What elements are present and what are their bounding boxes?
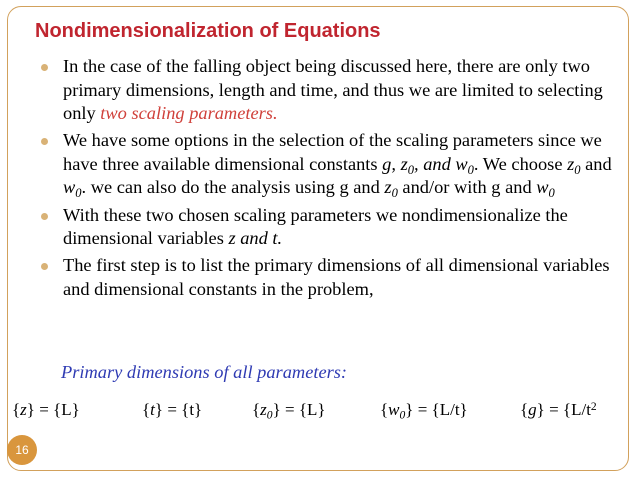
equation-row — [12, 396, 636, 426]
highlight-text: two scaling parameters. — [100, 103, 278, 124]
bullet-item: We have some options in the selection of the scaling parameters since we have three available dimensional constants g, $z_0$, and $w_0$. We choose $z_0$ and $w_0$. we can also do the analysis using g and $z_0$ and/or with g and $w_0$ — [36, 129, 626, 200]
bullet-item: The first step is to list the primary dimensions of all dimensional variables and dimensional constants in the problem, — [36, 254, 626, 301]
slide-number-badge: 16 — [7, 435, 37, 465]
bullet-item: With these two chosen scaling parameters we nondimensionalize the dimensional variables z and t. — [36, 204, 626, 251]
bullet-dot-icon — [41, 64, 48, 71]
subtitle: Primary dimensions of all parameters: — [61, 362, 348, 382]
slide-title: Nondimensionalization of Equations — [35, 20, 381, 42]
bullet-dot-icon — [41, 263, 48, 270]
bullet-item: In the case of the falling object being discussed here, there are only two primary dimensions, length and time, and thus we are limited to selecting only two scaling parameters. — [36, 55, 626, 126]
bullet-list — [36, 55, 626, 305]
equation: $\{g\} = \{L/t^2$ — [520, 399, 597, 419]
equation: $\{w_0\} = \{L/t\}$ — [380, 400, 468, 422]
equation: {z} = {L} — [12, 400, 80, 419]
equation: {t} = {t} — [142, 400, 203, 419]
bullet-dot-icon — [41, 138, 48, 145]
bullet-dot-icon — [41, 213, 48, 220]
equation: $\{z_0\} = \{L\}$ — [252, 400, 326, 422]
